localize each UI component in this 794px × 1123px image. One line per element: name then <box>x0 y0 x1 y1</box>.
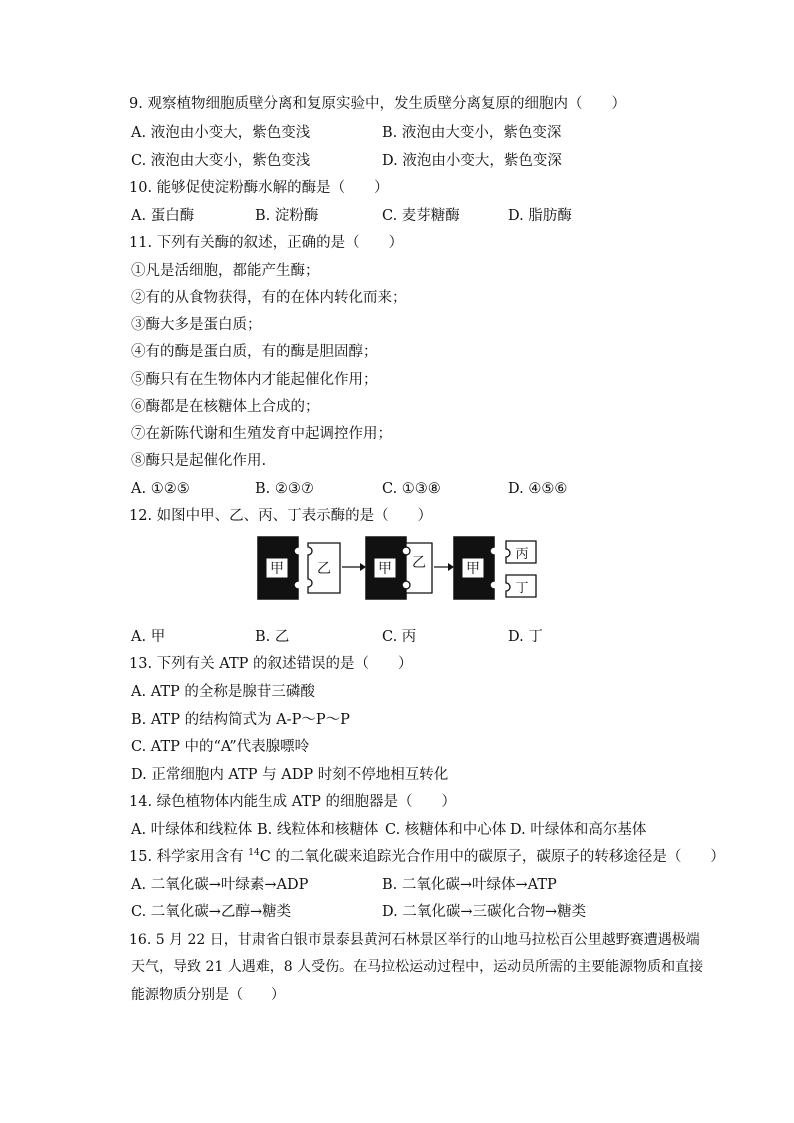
q11-option-b: B. ②③⑦ <box>255 481 314 497</box>
q13-stem: 13. 下列有关 ATP 的叙述错误的是（ ） <box>129 656 413 672</box>
q16-line-3: 能源物质分别是（ ） <box>131 987 285 1003</box>
q11-statement: ⑦在新陈代谢和生殖发育中起调控作用； <box>131 426 392 442</box>
q16-line-1: 16. 5 月 22 日，甘肃省白银市景泰县黄河石林景区举行的山地马拉松百公里越野赛遭遇极端 <box>129 932 700 948</box>
label-yi-2: 乙 <box>412 555 426 571</box>
q12-stem: 12. 如图中甲、乙、丙、丁表示酶的是（ ） <box>129 508 433 524</box>
q13-option-c: C. ATP 中的“A”代表腺嘌呤 <box>131 739 310 755</box>
label-ding: 丁 <box>515 581 529 596</box>
q15-option-c: C. 二氧化碳→乙醇→糖类 <box>131 904 292 920</box>
q15-option-d: D. 二氧化碳→三碳化合物→糖类 <box>382 904 587 920</box>
q11-stem: 11. 下列有关酶的叙述，正确的是（ ） <box>129 235 404 251</box>
q11-statement: ④有的酶是蛋白质，有的酶是胆固醇； <box>131 344 378 360</box>
q13-option-a: A. ATP 的全称是腺苷三磷酸 <box>131 684 315 700</box>
q15-option-a: A. 二氧化碳→叶绿素→ADP <box>131 877 309 893</box>
q14-option-d: D. 叶绿体和高尔基体 <box>510 822 647 838</box>
q16-line-2: 天气，导致 21 人遇难，8 人受伤。在马拉松运动过程中，运动员所需的主要能源物质和直接 <box>131 959 704 975</box>
q9-option-c: C. 液泡由大变小，紫色变浅 <box>131 153 311 169</box>
q15-stem <box>129 847 725 867</box>
q11-statement: ①凡是活细胞，都能产生酶； <box>131 263 320 279</box>
arrowhead-1 <box>360 563 366 571</box>
q12-option-c: C. 丙 <box>382 629 417 645</box>
q10-option-c: C. 麦芽糖酶 <box>382 208 460 224</box>
arrowhead-2 <box>448 563 454 571</box>
q12-option-b: B. 乙 <box>255 629 290 645</box>
q12-option-a: A. 甲 <box>131 629 166 645</box>
q9-stem: 9. 观察植物细胞质壁分离和复原实验中，发生质壁分离复原的细胞内（ ） <box>129 96 626 112</box>
label-jia-2: 甲 <box>378 561 392 577</box>
q11-statement: ②有的从食物获得，有的在体内转化而来； <box>131 290 407 306</box>
q9-option-a: A. 液泡由小变大，紫色变浅 <box>131 125 311 141</box>
q11-option-c: C. ①③⑧ <box>382 481 441 497</box>
q11-option-a: A. ①②⑤ <box>131 481 190 497</box>
q15-stem-post: C 的二氧化碳来追踪光合作用中的碳原子，碳原子的转移途径是（ ） <box>259 849 725 865</box>
q11-statement: ⑧酶只是起催化作用. <box>131 453 267 469</box>
label-jia-3: 甲 <box>466 561 480 577</box>
q14-option-c: C. 核糖体和中心体 <box>385 822 507 838</box>
q13-option-b: B. ATP 的结构简式为 A-P～P～P <box>131 712 350 728</box>
q11-option-d: D. ④⑤⑥ <box>508 481 568 497</box>
q11-statement: ③酶大多是蛋白质； <box>131 317 262 333</box>
q14-option-b: B. 线粒体和核糖体 <box>257 822 379 838</box>
q15-isotope-sup: 14 <box>248 848 260 859</box>
q11-statement: ⑥酶都是在核糖体上合成的； <box>131 399 320 415</box>
q10-option-b: B. 淀粉酶 <box>255 208 319 224</box>
q12-option-d: D. 丁 <box>508 629 543 645</box>
q9-option-d: D. 液泡由小变大，紫色变深 <box>382 153 562 169</box>
q14-stem: 14. 绿色植物体内能生成 ATP 的细胞器是（ ） <box>129 794 456 810</box>
q10-stem: 10. 能够促使淀粉酶水解的酶是（ ） <box>129 180 389 196</box>
q11-statement: ⑤酶只有在生物体内才能起催化作用； <box>131 372 378 388</box>
q10-option-d: D. 脂肪酶 <box>508 208 572 224</box>
q9-option-b: B. 液泡由大变小，紫色变深 <box>382 125 562 141</box>
q13-option-d: D. 正常细胞内 ATP 与 ADP 时刻不停地相互转化 <box>131 767 449 783</box>
q15-option-b: B. 二氧化碳→叶绿体→ATP <box>382 877 557 893</box>
enzyme-diagram <box>256 535 540 601</box>
label-yi-1: 乙 <box>317 561 331 577</box>
label-bing: 丙 <box>515 547 529 562</box>
label-jia-1: 甲 <box>270 561 284 577</box>
q14-option-a: A. 叶绿体和线粒体 <box>131 822 253 838</box>
q15-stem-pre: 15. 科学家用含有 <box>129 849 249 865</box>
q10-option-a: A. 蛋白酶 <box>131 208 195 224</box>
